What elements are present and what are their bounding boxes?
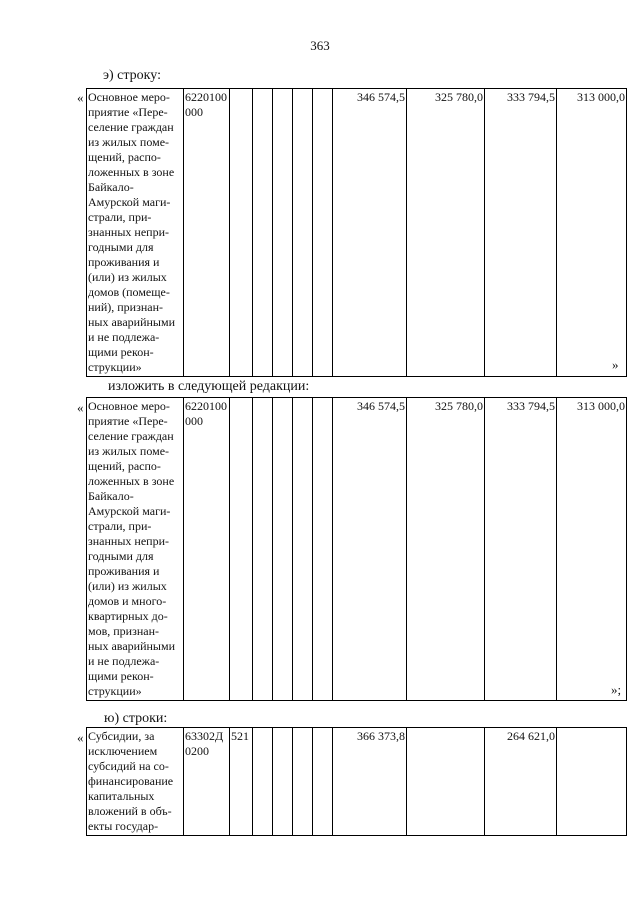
item-name-line: домов (помеще- [88,285,170,299]
item-name-line: знанных непри- [88,534,169,548]
amount-cell: 313 000,0 [557,89,627,377]
budget-code-cell: 6220100000 [184,398,230,701]
item-name-line: из жилых поме- [88,135,170,149]
empty-cell [293,728,313,836]
item-name-line: субсидий на со- [88,759,169,773]
table-row [87,89,627,377]
table-row [87,398,627,701]
item-name-line: селение граждан [88,429,174,443]
item-name-line: проживания и [88,255,160,269]
item-name-line: щими рекон- [88,345,154,359]
item-name-line: Амурской маги- [88,195,171,209]
amount-cell: 333 794,5 [485,89,557,377]
amount-cell: 325 780,0 [407,89,485,377]
item-name-line: страли, при- [88,519,152,533]
amount-cell [557,728,627,836]
amount-cell: 366 373,8 [333,728,407,836]
item-name-line: ложенных в зоне [88,474,175,488]
open-quote: « [77,730,84,745]
amount-cell: 346 574,5 [333,89,407,377]
item-name-line: (или) из жилых [88,579,167,593]
empty-cell [293,89,313,377]
item-name-line: струкции» [88,684,142,698]
item-name-line: проживания и [88,564,160,578]
budget-table [86,727,627,836]
item-name-line: исключением [88,744,158,758]
item-name-line: щений, распо- [88,150,161,164]
page-number: 363 [310,38,330,53]
section-heading: ю) строки: [104,711,168,726]
empty-cell [273,728,293,836]
item-name-line: мов, признан- [88,624,160,638]
amount-cell: 333 794,5 [485,398,557,701]
open-quote: « [77,90,84,105]
empty-cell [293,398,313,701]
item-name-line: Амурской маги- [88,504,171,518]
budget-code-cell: 63302Д0200 [184,728,230,836]
item-name-line: приятие «Пере- [88,414,168,428]
item-name-line: из жилых поме- [88,444,170,458]
table-row [87,728,627,836]
close-quote: »; [611,682,622,697]
empty-cell [273,89,293,377]
item-name-line: Основное меро- [88,90,170,104]
item-name-line: щими рекон- [88,669,154,683]
empty-cell [273,398,293,701]
item-name-line: ных аварийными [88,315,175,329]
empty-cell [253,89,273,377]
item-name-line: приятие «Пере- [88,105,168,119]
item-name-line: Байкало- [88,489,134,503]
item-name-line: знанных непри- [88,225,169,239]
expense-type-cell [230,398,253,701]
item-name-line: Байкало- [88,180,134,194]
empty-cell [313,728,333,836]
empty-cell [253,398,273,701]
item-name-line: екты государ- [88,819,159,833]
item-name-line: ложенных в зоне [88,165,175,179]
item-name-cell [87,728,184,836]
item-name-line: Субсидии, за [88,729,155,743]
section-heading: э) строку: [103,68,161,83]
item-name-line: годными для [88,240,154,254]
amount-cell [407,728,485,836]
item-name-line: ных аварийными [88,639,175,653]
item-name-line: (или) из жилых [88,270,167,284]
budget-table [86,88,627,377]
item-name-line: ний), признан- [88,300,164,314]
item-name-line: Основное меро- [88,399,170,413]
item-name-line: вложений в объ- [88,804,172,818]
expense-type-cell [230,89,253,377]
empty-cell [313,89,333,377]
expense-type-cell: 521 [230,728,253,836]
item-name-line: капитальных [88,789,155,803]
close-quote: » [612,357,619,372]
item-name-cell [87,89,184,377]
section-heading: изложить в следующей редакции: [108,379,310,394]
budget-code-cell: 6220100000 [184,89,230,377]
amount-cell: 325 780,0 [407,398,485,701]
amount-cell: 264 621,0 [485,728,557,836]
open-quote: « [77,400,84,415]
item-name-line: струкции» [88,360,142,374]
empty-cell [253,728,273,836]
amount-cell: 346 574,5 [333,398,407,701]
item-name-line: годными для [88,549,154,563]
item-name-cell [87,398,184,701]
item-name-line: щений, распо- [88,459,161,473]
item-name-line: селение граждан [88,120,174,134]
item-name-line: финансирование [88,774,174,788]
item-name-line: квартирных до- [88,609,168,623]
item-name-line: и не подлежа- [88,654,160,668]
item-name-line: страли, при- [88,210,152,224]
empty-cell [313,398,333,701]
item-name-line: домов и много- [88,594,167,608]
item-name-line: и не подлежа- [88,330,160,344]
amount-cell: 313 000,0 [557,398,627,701]
budget-table [86,397,627,701]
